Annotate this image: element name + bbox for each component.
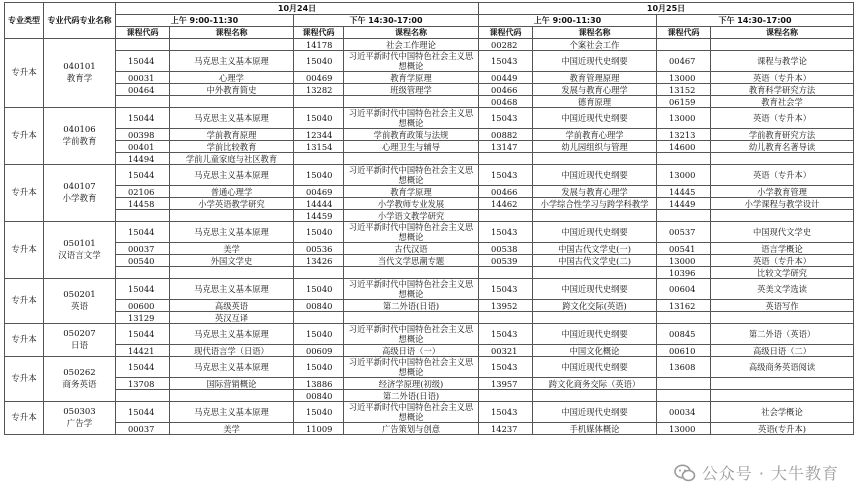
course-code-cell: 00840 bbox=[294, 300, 344, 312]
course-name-cell: 英汉互译 bbox=[170, 312, 294, 324]
course-code-cell: 13708 bbox=[116, 378, 170, 390]
course-code-cell bbox=[479, 267, 533, 279]
course-name-cell: 学前教育心理学 bbox=[533, 129, 657, 141]
course-name-cell: 外国文学史 bbox=[170, 255, 294, 267]
course-code-cell: 00449 bbox=[479, 72, 533, 84]
major-code: 050262 bbox=[63, 368, 96, 378]
course-name-cell: 教育科学研究方法 bbox=[711, 84, 854, 96]
major-cell bbox=[44, 324, 116, 357]
course-code-cell: 00540 bbox=[116, 255, 170, 267]
course-code-cell: 12344 bbox=[294, 129, 344, 141]
major-type-cell: 专升本 bbox=[5, 324, 44, 357]
course-name-cell: 中国古代文学史(一) bbox=[533, 243, 657, 255]
course-name-cell: 课程与教学论 bbox=[711, 51, 854, 72]
major-name: 日语 bbox=[70, 341, 88, 351]
course-code-cell: 13886 bbox=[294, 378, 344, 390]
course-name-cell bbox=[711, 153, 854, 165]
course-code-cell: 13282 bbox=[294, 84, 344, 96]
course-name-cell: 教育管理原理 bbox=[533, 72, 657, 84]
course-code-cell bbox=[294, 312, 344, 324]
course-name-cell: 语言学概论 bbox=[711, 243, 854, 255]
course-code-cell: 13000 bbox=[657, 255, 711, 267]
course-name-cell bbox=[533, 153, 657, 165]
course-name-cell: 小学课程与教学设计 bbox=[711, 198, 854, 210]
course-name-cell: 习近平新时代中国特色社会主义思想概论 bbox=[344, 222, 479, 243]
course-code-cell: 00466 bbox=[479, 84, 533, 96]
major-type-cell: 专升本 bbox=[5, 279, 44, 324]
major-name: 英语 bbox=[70, 302, 88, 312]
course-name-cell: 跨文化交际(英语) bbox=[533, 300, 657, 312]
course-code-cell bbox=[294, 96, 344, 108]
course-code-cell: 15043 bbox=[479, 222, 533, 243]
table-row bbox=[5, 96, 854, 108]
course-name-cell: 小学综合性学习与跨学科教学 bbox=[533, 198, 657, 210]
course-name-cell: 习近平新时代中国特色社会主义思想概论 bbox=[344, 165, 479, 186]
course-code-cell: 15040 bbox=[294, 357, 344, 378]
course-code-cell bbox=[657, 312, 711, 324]
course-code-cell: 15044 bbox=[116, 279, 170, 300]
course-code-cell bbox=[479, 153, 533, 165]
course-code-cell: 15040 bbox=[294, 222, 344, 243]
course-name-cell: 普通心理学 bbox=[170, 186, 294, 198]
course-code-cell: 00037 bbox=[116, 243, 170, 255]
course-code-cell: 15043 bbox=[479, 402, 533, 423]
course-code-cell: 13000 bbox=[657, 108, 711, 129]
course-name-cell: 班级管理学 bbox=[344, 84, 479, 96]
course-name-cell: 幼儿教育名著导读 bbox=[711, 141, 854, 153]
course-code-cell: 15043 bbox=[479, 108, 533, 129]
course-code-cell: 14178 bbox=[294, 39, 344, 51]
course-name-cell bbox=[711, 210, 854, 222]
watermark-text: 公众号 · 大牛教育 bbox=[701, 464, 839, 483]
course-code-cell: 15043 bbox=[479, 357, 533, 378]
table-row bbox=[5, 423, 854, 435]
course-code-cell: 15043 bbox=[479, 279, 533, 300]
course-code-cell: 00282 bbox=[479, 39, 533, 51]
table-row bbox=[5, 312, 854, 324]
course-code-cell: 06159 bbox=[657, 96, 711, 108]
course-name-cell bbox=[344, 267, 479, 279]
table-row bbox=[5, 243, 854, 255]
course-name-cell: 小学语文教学研究 bbox=[344, 210, 479, 222]
course-code-cell: 00538 bbox=[479, 243, 533, 255]
header-course-code: 课程代码 bbox=[479, 27, 533, 39]
course-code-cell: 13152 bbox=[657, 84, 711, 96]
course-name-cell: 英语（专升本） bbox=[711, 72, 854, 84]
course-name-cell: 高级商务英语阅读 bbox=[711, 357, 854, 378]
course-name-cell: 中国近现代史纲要 bbox=[533, 222, 657, 243]
table-row bbox=[5, 84, 854, 96]
table-row bbox=[5, 390, 854, 402]
course-code-cell: 13000 bbox=[657, 423, 711, 435]
table-row bbox=[5, 141, 854, 153]
course-name-cell: 发展与教育心理学 bbox=[533, 186, 657, 198]
watermark bbox=[674, 461, 839, 484]
table-row bbox=[5, 267, 854, 279]
course-name-cell: 马克思主义基本原理 bbox=[170, 324, 294, 345]
course-name-cell: 第二外语（英语） bbox=[711, 324, 854, 345]
course-code-cell: 00541 bbox=[657, 243, 711, 255]
course-code-cell: 13000 bbox=[657, 72, 711, 84]
table-row bbox=[5, 324, 854, 345]
header-course-name: 课程名称 bbox=[344, 27, 479, 39]
course-code-cell: 00539 bbox=[479, 255, 533, 267]
course-code-cell bbox=[657, 39, 711, 51]
major-code: 050201 bbox=[63, 290, 96, 300]
course-code-cell: 02106 bbox=[116, 186, 170, 198]
table-row bbox=[5, 198, 854, 210]
course-code-cell: 00469 bbox=[294, 186, 344, 198]
course-name-cell: 心理卫生与辅导 bbox=[344, 141, 479, 153]
course-code-cell bbox=[657, 153, 711, 165]
course-name-cell: 习近平新时代中国特色社会主义思想概论 bbox=[344, 51, 479, 72]
course-code-cell: 10396 bbox=[657, 267, 711, 279]
course-code-cell: 15044 bbox=[116, 324, 170, 345]
course-code-cell: 14444 bbox=[294, 198, 344, 210]
course-name-cell: 心理学 bbox=[170, 72, 294, 84]
course-code-cell bbox=[479, 390, 533, 402]
course-code-cell: 15040 bbox=[294, 279, 344, 300]
header-session-day1-pm: 下午 14:30-17:00 bbox=[294, 15, 479, 27]
course-name-cell bbox=[344, 153, 479, 165]
course-code-cell: 15040 bbox=[294, 51, 344, 72]
course-code-cell: 00882 bbox=[479, 129, 533, 141]
major-cell bbox=[44, 165, 116, 222]
course-name-cell: 习近平新时代中国特色社会主义思想概论 bbox=[344, 279, 479, 300]
major-type-cell: 专升本 bbox=[5, 357, 44, 402]
course-code-cell: 00610 bbox=[657, 345, 711, 357]
major-name: 汉语言文学 bbox=[58, 251, 101, 261]
course-name-cell bbox=[533, 267, 657, 279]
course-name-cell: 现代语言学（日语） bbox=[170, 345, 294, 357]
table-row bbox=[5, 279, 854, 300]
course-code-cell: 00536 bbox=[294, 243, 344, 255]
course-name-cell: 美学 bbox=[170, 243, 294, 255]
header-course-name: 课程名称 bbox=[170, 27, 294, 39]
table-row bbox=[5, 300, 854, 312]
header-course-name: 课程名称 bbox=[533, 27, 657, 39]
course-code-cell: 00464 bbox=[116, 84, 170, 96]
course-name-cell: 学前比较教育 bbox=[170, 141, 294, 153]
course-name-cell: 广告策划与创意 bbox=[344, 423, 479, 435]
course-name-cell: 跨文化商务交际（英语） bbox=[533, 378, 657, 390]
course-name-cell: 当代文学思潮专题 bbox=[344, 255, 479, 267]
table-row bbox=[5, 255, 854, 267]
course-name-cell: 幼儿园组织与管理 bbox=[533, 141, 657, 153]
major-code: 050303 bbox=[63, 407, 96, 417]
course-code-cell bbox=[657, 210, 711, 222]
course-name-cell bbox=[533, 210, 657, 222]
course-code-cell: 00031 bbox=[116, 72, 170, 84]
course-code-cell: 15044 bbox=[116, 402, 170, 423]
course-name-cell: 德育原理 bbox=[533, 96, 657, 108]
header-course-name: 课程名称 bbox=[711, 27, 854, 39]
table-row bbox=[5, 51, 854, 72]
course-code-cell bbox=[657, 390, 711, 402]
course-name-cell: 中国文化概论 bbox=[533, 345, 657, 357]
course-name-cell: 教育社会学 bbox=[711, 96, 854, 108]
course-code-cell: 15043 bbox=[479, 324, 533, 345]
course-name-cell: 美学 bbox=[170, 423, 294, 435]
course-code-cell: 13147 bbox=[479, 141, 533, 153]
course-name-cell: 教育学原理 bbox=[344, 72, 479, 84]
course-name-cell: 英美文学选读 bbox=[711, 279, 854, 300]
course-code-cell: 15044 bbox=[116, 222, 170, 243]
header-course-code: 课程代码 bbox=[657, 27, 711, 39]
course-code-cell: 00537 bbox=[657, 222, 711, 243]
table-row bbox=[5, 222, 854, 243]
course-code-cell bbox=[116, 390, 170, 402]
course-name-cell: 英语（专升本） bbox=[711, 108, 854, 129]
major-name: 小学教育 bbox=[62, 194, 97, 204]
major-code: 040107 bbox=[63, 182, 96, 192]
course-name-cell: 中国近现代史纲要 bbox=[533, 279, 657, 300]
major-name: 学前教育 bbox=[62, 137, 97, 147]
course-name-cell: 马克思主义基本原理 bbox=[170, 51, 294, 72]
table-row bbox=[5, 402, 854, 423]
course-code-cell: 14462 bbox=[479, 198, 533, 210]
major-cell bbox=[44, 279, 116, 324]
course-code-cell: 00398 bbox=[116, 129, 170, 141]
course-name-cell: 习近平新时代中国特色社会主义思想概论 bbox=[344, 402, 479, 423]
table-row bbox=[5, 129, 854, 141]
course-name-cell: 教育学原理 bbox=[344, 186, 479, 198]
major-cell bbox=[44, 402, 116, 435]
course-name-cell bbox=[533, 390, 657, 402]
course-name-cell bbox=[711, 39, 854, 51]
course-code-cell: 00604 bbox=[657, 279, 711, 300]
table-header bbox=[5, 3, 854, 39]
course-name-cell bbox=[344, 312, 479, 324]
table-row bbox=[5, 108, 854, 129]
major-type-cell: 专升本 bbox=[5, 165, 44, 222]
major-type-cell: 专升本 bbox=[5, 108, 44, 165]
course-name-cell: 社会学概论 bbox=[711, 402, 854, 423]
course-code-cell: 13213 bbox=[657, 129, 711, 141]
course-code-cell: 15044 bbox=[116, 108, 170, 129]
course-name-cell: 马克思主义基本原理 bbox=[170, 222, 294, 243]
course-code-cell bbox=[116, 39, 170, 51]
course-name-cell: 学前教育研究方法 bbox=[711, 129, 854, 141]
table-row bbox=[5, 153, 854, 165]
course-code-cell: 14449 bbox=[657, 198, 711, 210]
course-code-cell: 15044 bbox=[116, 165, 170, 186]
table-row bbox=[5, 357, 854, 378]
wechat-logo-icon bbox=[674, 464, 696, 482]
exam-schedule-table bbox=[4, 2, 854, 435]
course-code-cell: 15040 bbox=[294, 108, 344, 129]
course-code-cell: 00321 bbox=[479, 345, 533, 357]
course-name-cell: 学前教育政策与法规 bbox=[344, 129, 479, 141]
course-code-cell: 11009 bbox=[294, 423, 344, 435]
table-row bbox=[5, 165, 854, 186]
course-name-cell bbox=[170, 267, 294, 279]
header-course-code: 课程代码 bbox=[294, 27, 344, 39]
course-code-cell: 13154 bbox=[294, 141, 344, 153]
course-name-cell: 学前教育原理 bbox=[170, 129, 294, 141]
course-name-cell: 学前儿童家庭与社区教育 bbox=[170, 153, 294, 165]
course-code-cell: 14421 bbox=[116, 345, 170, 357]
course-code-cell: 15043 bbox=[479, 165, 533, 186]
course-code-cell: 00401 bbox=[116, 141, 170, 153]
course-code-cell: 00609 bbox=[294, 345, 344, 357]
course-name-cell bbox=[170, 390, 294, 402]
course-name-cell: 中外教育简史 bbox=[170, 84, 294, 96]
course-name-cell: 经济学原理(初级) bbox=[344, 378, 479, 390]
course-code-cell: 15040 bbox=[294, 165, 344, 186]
course-name-cell: 小学教师专业发展 bbox=[344, 198, 479, 210]
course-name-cell: 中国近现代史纲要 bbox=[533, 402, 657, 423]
major-code: 050207 bbox=[63, 329, 96, 339]
course-code-cell: 15040 bbox=[294, 324, 344, 345]
course-name-cell: 中国近现代史纲要 bbox=[533, 108, 657, 129]
course-code-cell bbox=[116, 210, 170, 222]
major-code: 050101 bbox=[63, 239, 96, 249]
course-name-cell: 英语（专升本） bbox=[711, 165, 854, 186]
course-code-cell: 13952 bbox=[479, 300, 533, 312]
major-cell bbox=[44, 108, 116, 165]
table-body bbox=[5, 39, 854, 435]
course-code-cell: 15040 bbox=[294, 402, 344, 423]
header-major-code-name: 专业代码专业名称 bbox=[44, 3, 116, 39]
course-code-cell: 15044 bbox=[116, 357, 170, 378]
major-name: 教育学 bbox=[66, 74, 93, 84]
course-name-cell: 马克思主义基本原理 bbox=[170, 108, 294, 129]
course-name-cell: 马克思主义基本原理 bbox=[170, 279, 294, 300]
course-name-cell: 小学教育管理 bbox=[711, 186, 854, 198]
header-date-day1: 10月24日 bbox=[116, 3, 479, 15]
major-cell bbox=[44, 39, 116, 108]
header-session-day2-am: 上午 9:00-11:30 bbox=[479, 15, 657, 27]
schedule-wrapper bbox=[4, 2, 854, 435]
course-name-cell bbox=[711, 390, 854, 402]
course-code-cell bbox=[116, 267, 170, 279]
course-name-cell: 高级日语（二） bbox=[711, 345, 854, 357]
course-code-cell: 13000 bbox=[657, 165, 711, 186]
course-name-cell: 马克思主义基本原理 bbox=[170, 357, 294, 378]
course-code-cell: 00468 bbox=[479, 96, 533, 108]
table-row bbox=[5, 39, 854, 51]
course-name-cell bbox=[344, 96, 479, 108]
course-code-cell: 15044 bbox=[116, 51, 170, 72]
course-code-cell bbox=[294, 153, 344, 165]
course-code-cell: 00600 bbox=[116, 300, 170, 312]
header-date-day2: 10月25日 bbox=[479, 3, 854, 15]
major-code: 040101 bbox=[63, 62, 96, 72]
major-type-cell: 专升本 bbox=[5, 402, 44, 435]
course-code-cell: 00466 bbox=[479, 186, 533, 198]
course-name-cell: 英语写作 bbox=[711, 300, 854, 312]
major-name: 广告学 bbox=[66, 419, 93, 429]
course-name-cell: 个案社会工作 bbox=[533, 39, 657, 51]
course-name-cell bbox=[711, 312, 854, 324]
table-row bbox=[5, 345, 854, 357]
course-name-cell: 习近平新时代中国特色社会主义思想概论 bbox=[344, 108, 479, 129]
course-name-cell: 中国现代文学史 bbox=[711, 222, 854, 243]
course-code-cell: 13608 bbox=[657, 357, 711, 378]
course-code-cell: 14237 bbox=[479, 423, 533, 435]
course-code-cell: 00840 bbox=[294, 390, 344, 402]
course-name-cell: 高级英语 bbox=[170, 300, 294, 312]
course-code-cell bbox=[294, 267, 344, 279]
header-session-day2-pm: 下午 14:30-17:00 bbox=[657, 15, 854, 27]
course-code-cell bbox=[116, 96, 170, 108]
course-name-cell: 中国古代文学史(二) bbox=[533, 255, 657, 267]
course-code-cell: 13957 bbox=[479, 378, 533, 390]
course-code-cell: 14494 bbox=[116, 153, 170, 165]
major-code: 040106 bbox=[63, 125, 96, 135]
course-code-cell: 13129 bbox=[116, 312, 170, 324]
course-name-cell bbox=[170, 210, 294, 222]
major-name: 商务英语 bbox=[62, 380, 97, 390]
course-name-cell bbox=[533, 312, 657, 324]
course-name-cell: 小学英语教学研究 bbox=[170, 198, 294, 210]
header-major-type: 专业类型 bbox=[5, 3, 44, 39]
course-name-cell: 中国近现代史纲要 bbox=[533, 324, 657, 345]
course-code-cell: 14459 bbox=[294, 210, 344, 222]
course-code-cell: 15043 bbox=[479, 51, 533, 72]
course-name-cell: 英语(专升本) bbox=[711, 423, 854, 435]
course-name-cell: 手机媒体概论 bbox=[533, 423, 657, 435]
table-row bbox=[5, 72, 854, 84]
course-code-cell bbox=[479, 312, 533, 324]
table-row bbox=[5, 186, 854, 198]
course-name-cell: 习近平新时代中国特色社会主义思想概论 bbox=[344, 357, 479, 378]
course-name-cell: 中国近现代史纲要 bbox=[533, 357, 657, 378]
course-name-cell bbox=[170, 39, 294, 51]
course-code-cell: 00467 bbox=[657, 51, 711, 72]
course-code-cell: 00037 bbox=[116, 423, 170, 435]
course-code-cell bbox=[479, 210, 533, 222]
course-name-cell: 高级日语（一） bbox=[344, 345, 479, 357]
course-name-cell: 古代汉语 bbox=[344, 243, 479, 255]
course-code-cell: 00469 bbox=[294, 72, 344, 84]
course-name-cell: 中国近现代史纲要 bbox=[533, 165, 657, 186]
major-type-cell: 专升本 bbox=[5, 222, 44, 279]
course-name-cell: 社会工作理论 bbox=[344, 39, 479, 51]
course-code-cell: 13162 bbox=[657, 300, 711, 312]
course-code-cell: 00845 bbox=[657, 324, 711, 345]
table-row bbox=[5, 210, 854, 222]
course-name-cell: 发展与教育心理学 bbox=[533, 84, 657, 96]
course-name-cell: 第二外语(日语) bbox=[344, 390, 479, 402]
course-code-cell: 14458 bbox=[116, 198, 170, 210]
course-code-cell: 14445 bbox=[657, 186, 711, 198]
course-code-cell: 13426 bbox=[294, 255, 344, 267]
course-name-cell bbox=[711, 378, 854, 390]
major-cell bbox=[44, 222, 116, 279]
course-name-cell: 国际营销概论 bbox=[170, 378, 294, 390]
course-name-cell: 马克思主义基本原理 bbox=[170, 165, 294, 186]
course-name-cell: 习近平新时代中国特色社会主义思想概论 bbox=[344, 324, 479, 345]
course-name-cell bbox=[170, 96, 294, 108]
header-session-day1-am: 上午 9:00-11:30 bbox=[116, 15, 294, 27]
table-row bbox=[5, 378, 854, 390]
course-name-cell: 比较文学研究 bbox=[711, 267, 854, 279]
course-code-cell: 14600 bbox=[657, 141, 711, 153]
course-name-cell: 英语（专升本） bbox=[711, 255, 854, 267]
course-name-cell: 马克思主义基本原理 bbox=[170, 402, 294, 423]
course-code-cell: 00034 bbox=[657, 402, 711, 423]
major-type-cell: 专升本 bbox=[5, 39, 44, 108]
major-cell bbox=[44, 357, 116, 402]
course-name-cell: 第二外语(日语) bbox=[344, 300, 479, 312]
header-course-code: 课程代码 bbox=[116, 27, 170, 39]
course-code-cell bbox=[657, 378, 711, 390]
course-name-cell: 中国近现代史纲要 bbox=[533, 51, 657, 72]
